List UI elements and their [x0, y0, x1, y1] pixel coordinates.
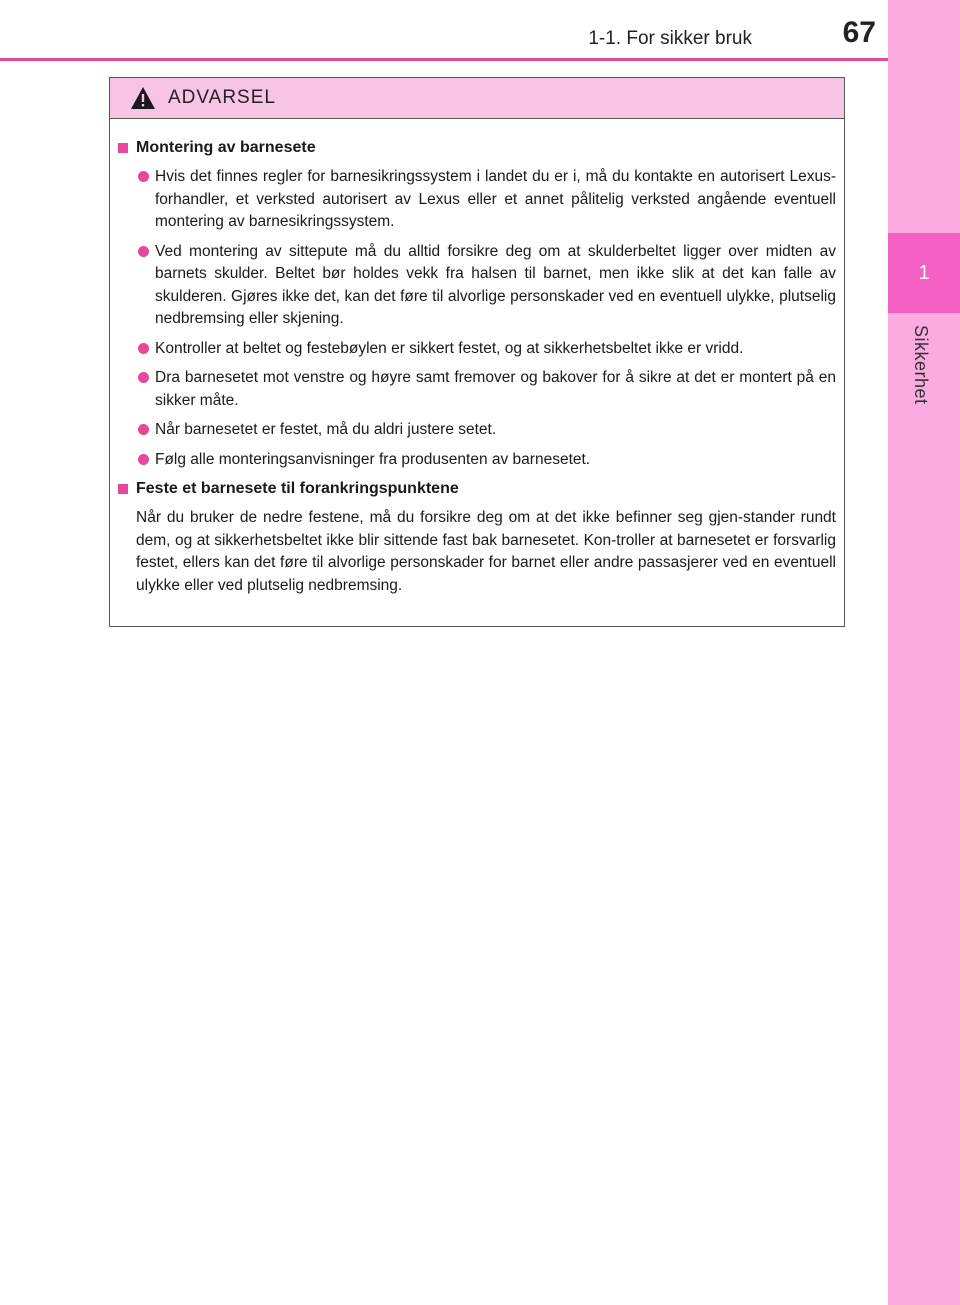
page-header: [0, 0, 888, 62]
section-heading-text: Feste et barnesete til forankringspunktene: [136, 480, 459, 497]
warning-title: ADVARSEL: [168, 87, 276, 108]
chapter-side-tab: [888, 0, 960, 1305]
list-item: [118, 338, 836, 361]
bullet-text: Når barnesetet er festet, må du aldri justere setet.: [155, 421, 497, 438]
square-bullet-icon: [118, 143, 128, 153]
list-item: [118, 449, 836, 472]
bullet-dot-icon: [138, 343, 149, 354]
section-heading-mounting: [118, 137, 836, 159]
bullet-text: Ved montering av sittepute må du alltid forsikre deg om at skulderbeltet ligger over midten av barnets skulder. Beltet bør holdes vekk fra halsen til barnet, men ikke slik at det kan falle av skulderen. Gjøres ikke det, kan det føre til alvorlige personskader ved en eventuell ulykke, plutselig nedbremsing eller skjening.: [155, 242, 836, 327]
list-item: [118, 367, 836, 412]
section-heading-anchors: [118, 478, 836, 500]
bullet-dot-icon: [138, 246, 149, 257]
chapter-number: 1: [918, 261, 930, 284]
bullet-text: Kontroller at beltet og festebøylen er sikkert festet, og at sikkerhetsbeltet ikke er vridd.: [155, 339, 744, 357]
warning-triangle-icon: [130, 86, 156, 110]
section-title: 1-1. For sikker bruk: [588, 28, 752, 49]
chapter-title: Sikkerhet: [911, 325, 931, 405]
list-item: [118, 241, 836, 331]
chapter-number-box: [888, 233, 960, 313]
bullet-text: Dra barnesetet mot venstre og høyre samt fremover og bakover for å sikre at det er montert på en sikker måte.: [155, 369, 836, 409]
square-bullet-icon: [118, 484, 128, 494]
bullet-dot-icon: [138, 424, 149, 435]
warning-box: [109, 77, 845, 627]
bullet-text: Følg alle monteringsanvisninger fra produsenten av barnesetet.: [155, 450, 591, 468]
warning-header: [110, 78, 844, 119]
section-paragraph: Når du bruker de nedre festene, må du forsikre deg om at det ikke befinner seg gjen-stander rundt dem, og at sikkerhetsbeltet ikke blir sittende fast bak barnesetet. Kon-troller at barnesetet er forsvarlig festet, ellers kan det føre til alvorlige personskader for barnet eller andre passasjerer ved en eventuell ulykke eller ved plutselig nedbremsing.: [136, 509, 836, 594]
warning-body: [110, 119, 844, 597]
section-heading-text: Montering av barnesete: [136, 139, 316, 156]
bullet-dot-icon: [138, 454, 149, 465]
bullet-text: Hvis det finnes regler for barnesikringssystem i landet du er i, må du kontakte en autorisert Lexus-forhandler, et verksted autorisert av Lexus eller et annet pålitelig verksted angående eventuell montering av barnesikringssystem.: [155, 168, 836, 230]
bullet-dot-icon: [138, 372, 149, 383]
header-divider: [0, 58, 888, 61]
list-item: [118, 166, 836, 234]
page-number: 67: [842, 16, 876, 49]
bullet-dot-icon: [138, 171, 149, 182]
list-item: [118, 419, 836, 442]
